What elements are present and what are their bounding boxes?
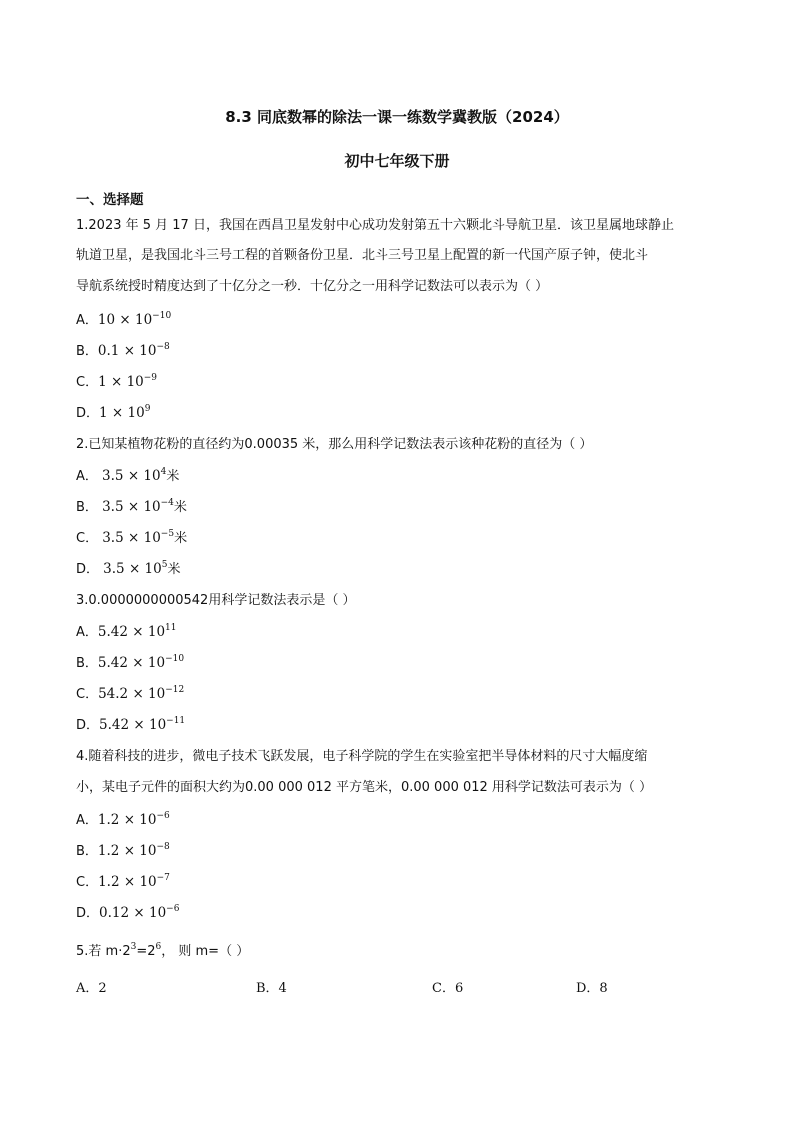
question-2-text: 2.已知某植物花粉的直径约为0.00035 米，那么用科学记数法表示该种花粉的直径为（ ） xyxy=(76,437,593,452)
question-3-option-a[interactable]: A．$5.42 \times 10^{11}$ xyxy=(76,623,177,640)
section-heading: 一、选择题 xyxy=(76,192,144,208)
document-title: 8.3 同底数幂的除法一课一练数学冀教版（2024） xyxy=(225,108,569,126)
document-subtitle: 初中七年级下册 xyxy=(344,152,450,170)
question-5-option-d[interactable]: D．8 xyxy=(576,981,608,996)
question-4-text-line-1: 4.随着科技的进步，微电子技术飞跃发展，电子科学院的学生在实验室把半导体材料的尺寸大幅度缩 xyxy=(76,749,648,764)
question-4-option-c[interactable]: C．$1.2 \times 10^{-7}$ xyxy=(76,873,170,890)
question-1-option-d[interactable]: D．$1 \times 10^9$ xyxy=(76,404,151,421)
question-4-option-d[interactable]: D．$0.12 \times 10^{-6}$ xyxy=(76,904,180,921)
question-4-option-b[interactable]: B．$1.2 \times 10^{-8}$ xyxy=(76,842,170,859)
question-1-text-line-3: 导航系统授时精度达到了十亿分之一秒．十亿分之一用科学记数法可以表示为（ ） xyxy=(76,279,549,294)
question-4-text-line-2: 小，某电子元件的面积大约为0.00 000 012 平方笔米，0.00 000 012 用科学记数法可表示为（ ） xyxy=(76,780,653,795)
question-2-option-d[interactable]: D． $3.5 \times 10^5$米 xyxy=(76,560,181,577)
question-2-option-a[interactable]: A． $3.5 \times 10^4$米 xyxy=(76,467,180,484)
question-3-text: 3.0.0000000000542用科学记数法表示是（ ） xyxy=(76,593,356,608)
question-5-option-a[interactable]: A．2 xyxy=(76,981,107,996)
question-4-option-a[interactable]: A．$1.2 \times 10^{-6}$ xyxy=(76,811,170,828)
question-3-option-c[interactable]: C．$54.2 \times 10^{-12}$ xyxy=(76,685,185,702)
question-5-text: 5.若 $m\cdot 2^3=2^6$， 则 m=（ ） xyxy=(76,942,250,959)
question-3-option-b[interactable]: B．$5.42 \times 10^{-10}$ xyxy=(76,654,185,671)
question-1-text-line-1: 1.2023 年 5 月 17 日，我国在西昌卫星发射中心成功发射第五十六颗北斗导航卫星．该卫星属地球静止 xyxy=(76,218,674,233)
question-5-option-b[interactable]: B．4 xyxy=(256,981,287,996)
question-3-option-d[interactable]: D．$5.42 \times 10^{-11}$ xyxy=(76,716,186,733)
question-2-option-b[interactable]: B． $3.5 \times 10^{-4}$米 xyxy=(76,498,187,515)
question-1-option-b[interactable]: B．$0.1 \times 10^{-8}$ xyxy=(76,342,170,359)
question-5-option-c[interactable]: C．6 xyxy=(432,981,464,996)
question-1-option-c[interactable]: C．$1 \times 10^{-9}$ xyxy=(76,373,158,390)
question-1-text-line-2: 轨道卫星，是我国北斗三号工程的首颗备份卫星．北斗三号卫星上配置的新一代国产原子钟，使北斗 xyxy=(76,248,649,263)
question-2-option-c[interactable]: C． $3.5 \times 10^{-5}$米 xyxy=(76,529,188,546)
question-1-option-a[interactable]: A．$10 \times 10^{-10}$ xyxy=(76,311,172,328)
